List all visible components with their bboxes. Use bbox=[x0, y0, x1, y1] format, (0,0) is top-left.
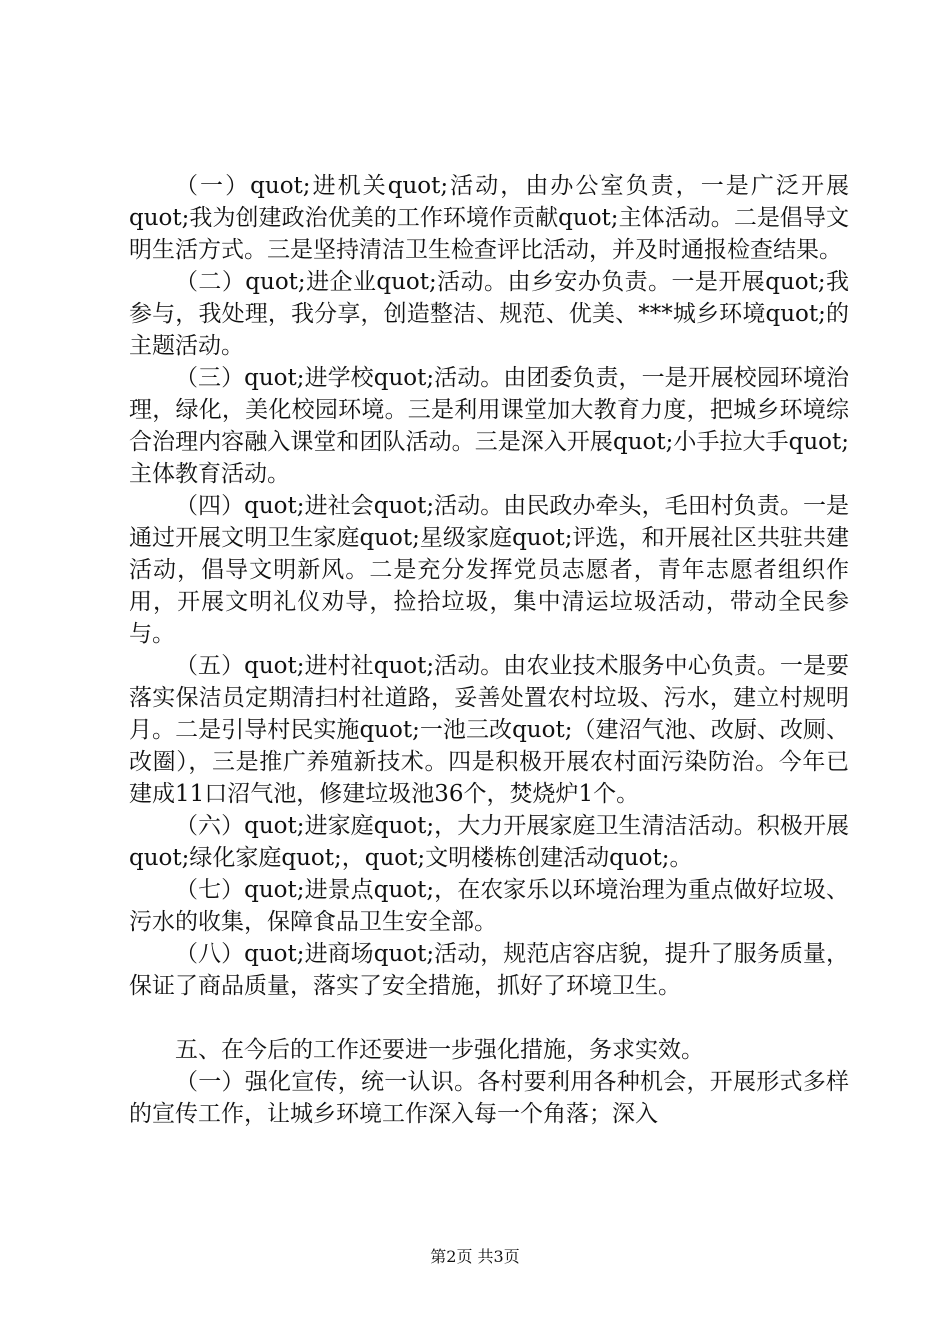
section-heading: 五、在今后的工作还要进一步强化措施，务求实效。 bbox=[175, 1037, 704, 1063]
paragraph-6: （六）quot;进家庭quot;，大力开展家庭卫生清洁活动。积极开展quot;绿化家庭quot;，quot;文明楼栋创建活动quot;。 bbox=[129, 813, 849, 871]
paragraph-1: （一）quot;进机关quot;活动，由办公室负责，一是广泛开展quot;我为创建政治优美的工作环境作贡献quot;主体活动。二是倡导文明生活方式。三是坚持清洁卫生检查评比活动，并及时通报检查结果。 bbox=[129, 173, 849, 263]
document-body bbox=[129, 170, 849, 1130]
paragraph-3: （三）quot;进学校quot;活动。由团委负责，一是开展校园环境治理，绿化，美化校园环境。三是利用课堂加大教育力度，把城乡环境综合治理内容融入课堂和团队活动。三是深入开展quot;小手拉大手quot;主体教育活动。 bbox=[129, 365, 849, 487]
page-footer: 第2页 共3页 bbox=[430, 1247, 520, 1266]
paragraph-7: （七）quot;进景点quot;，在农家乐以环境治理为重点做好垃圾、污水的收集，保障食品卫生安全部。 bbox=[129, 877, 849, 935]
paragraph-8: （八）quot;进商场quot;活动，规范店容店貌，提升了服务质量，保证了商品质量，落实了安全措施，抓好了环境卫生。 bbox=[129, 941, 849, 999]
paragraph-9: （一）强化宣传，统一认识。各村要利用各种机会，开展形式多样的宣传工作，让城乡环境工作深入每一个角落；深入 bbox=[129, 1069, 849, 1127]
paragraph-5: （五）quot;进村社quot;活动。由农业技术服务中心负责。一是要落实保洁员定期清扫村社道路，妥善处置农村垃圾、污水，建立村规明月。二是引导村民实施quot;一池三改quot;（建沼气池、改厨、改厕、改圈），三是推广养殖新技术。四是积极开展农村面污染防治。今年已建成11口沼气池，修建垃圾池36个，焚烧炉1个。 bbox=[129, 653, 849, 807]
paragraph-4: （四）quot;进社会quot;活动。由民政办牵头，毛田村负责。一是通过开展文明卫生家庭quot;星级家庭quot;评选，和开展社区共驻共建活动，倡导文明新风。二是充分发挥党员志愿者，青年志愿者组织作用，开展文明礼仪劝导，捡拾垃圾，集中清运垃圾活动，带动全民参与。 bbox=[129, 493, 849, 647]
paragraph-2: （二）quot;进企业quot;活动。由乡安办负责。一是开展quot;我参与，我处理，我分享，创造整洁、规范、优美、***城乡环境quot;的主题活动。 bbox=[129, 269, 849, 359]
